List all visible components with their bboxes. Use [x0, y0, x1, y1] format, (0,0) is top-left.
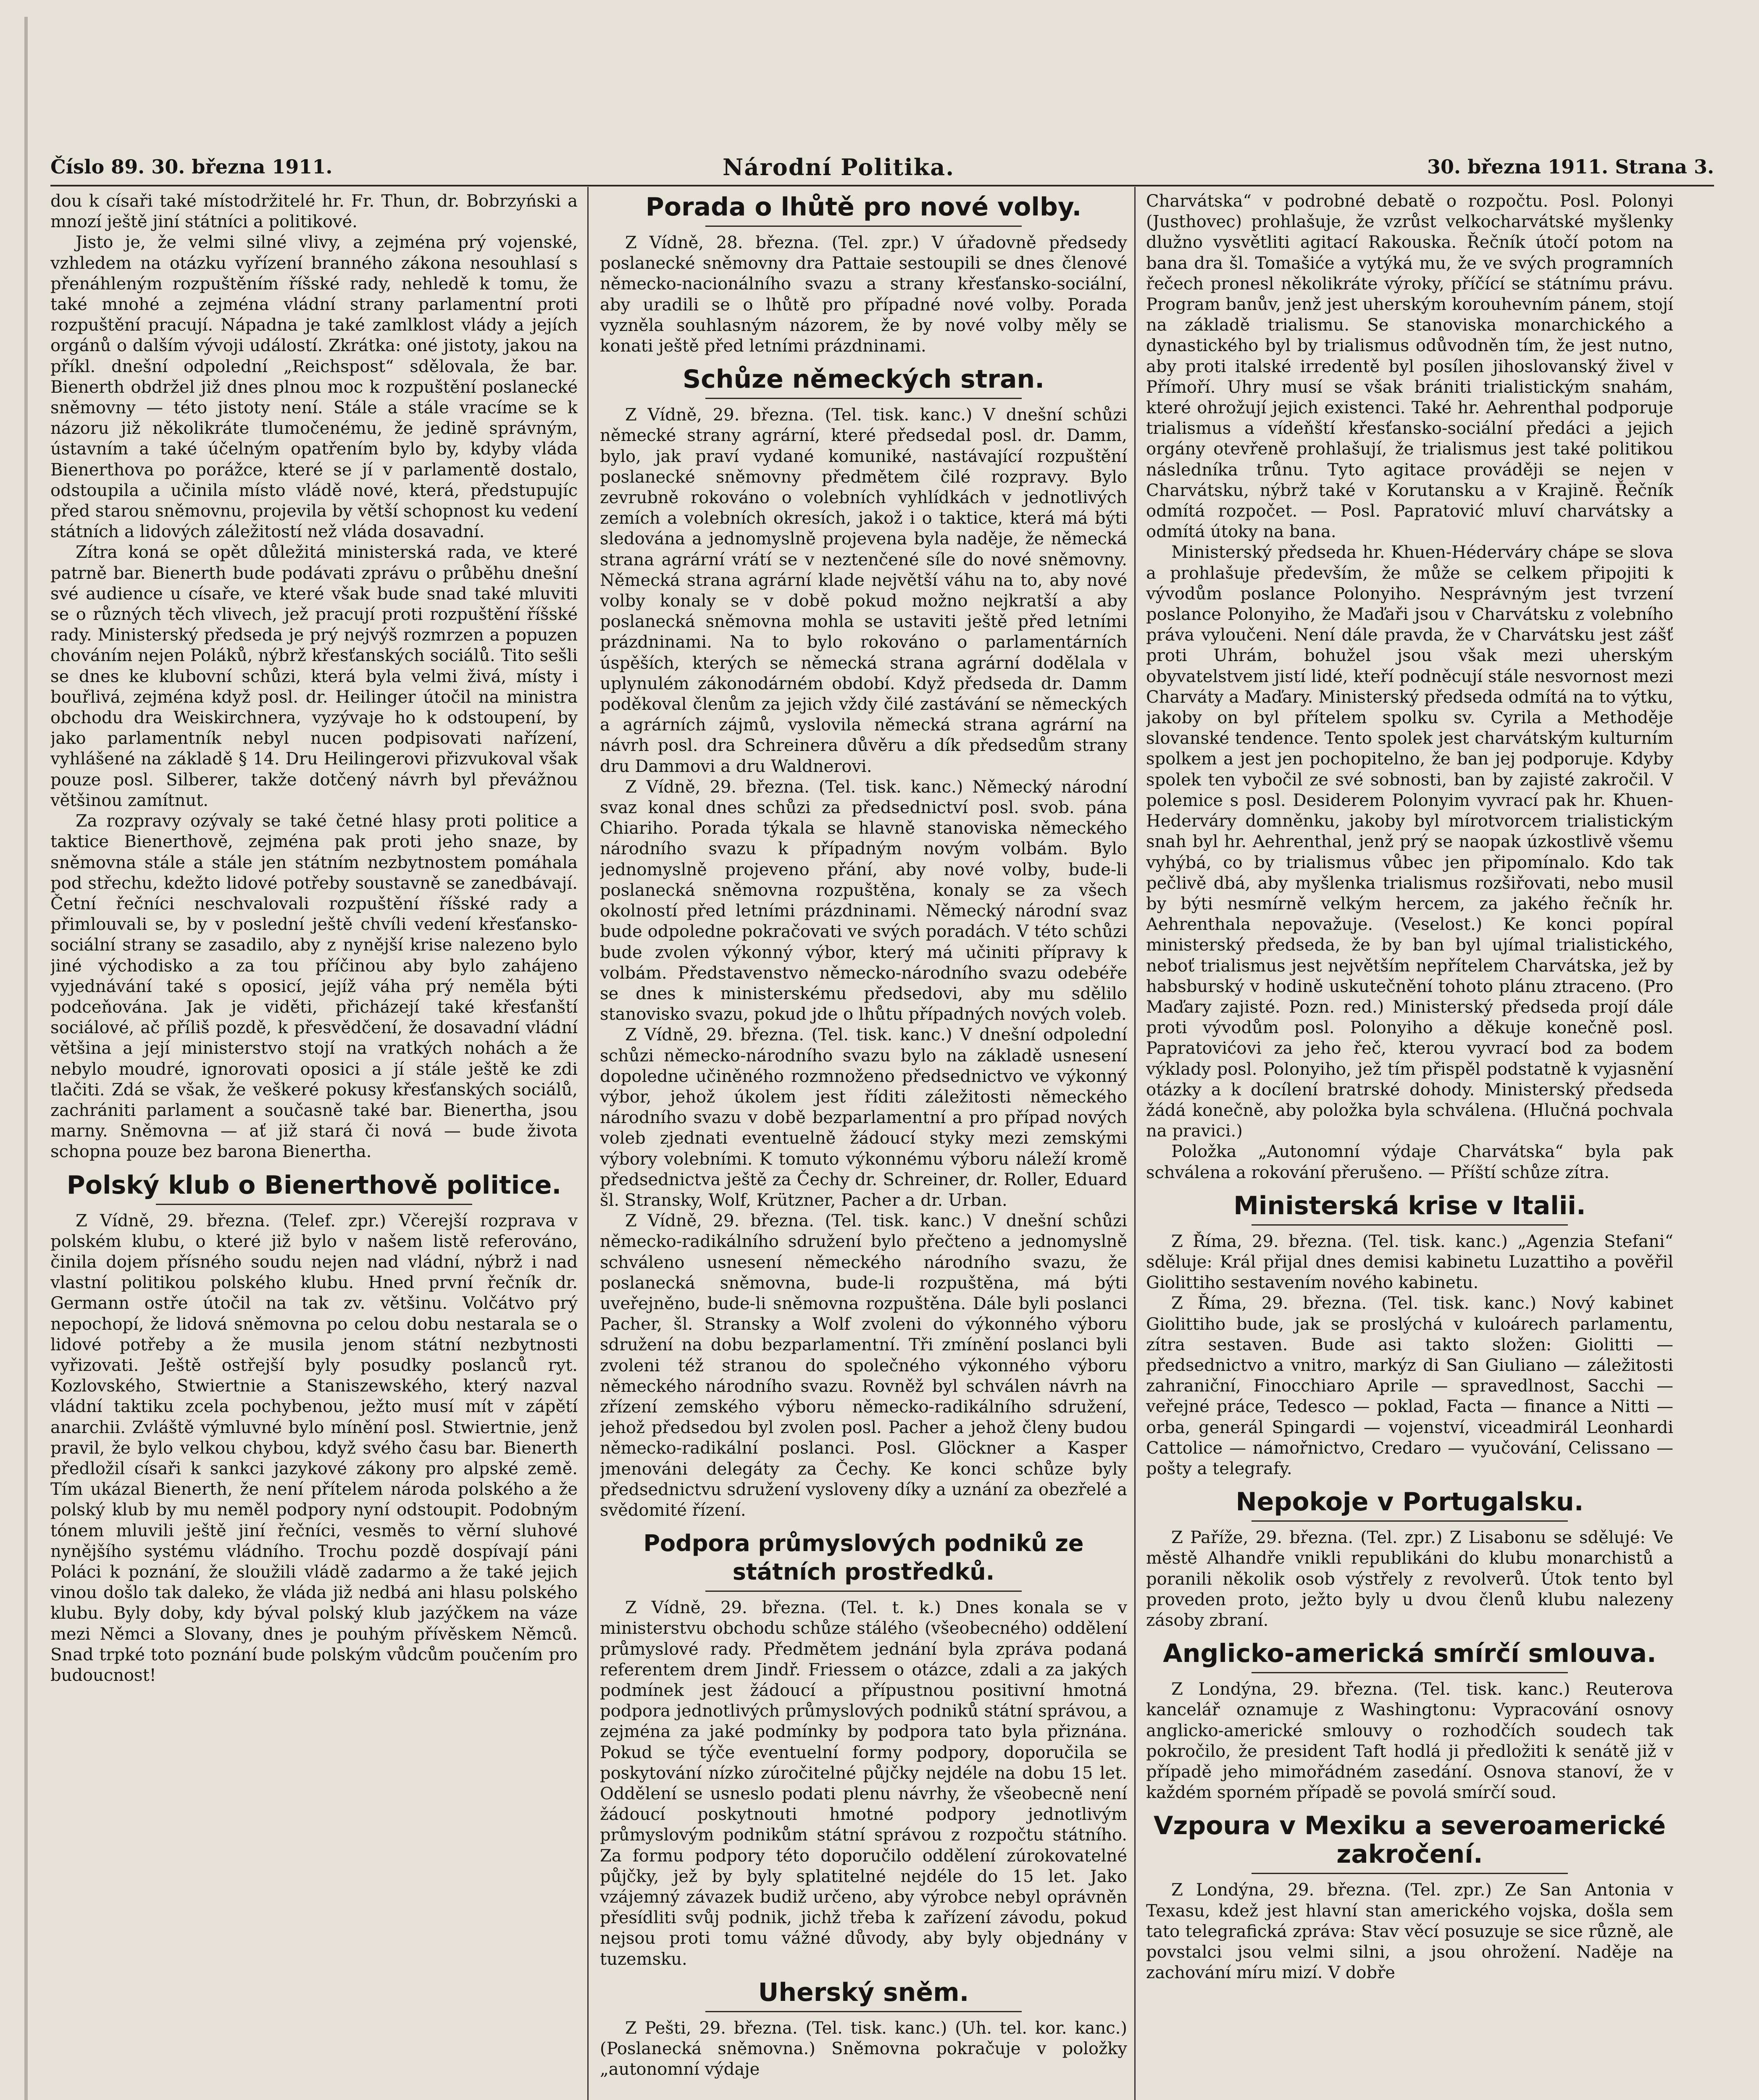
headline-arbitration-treaty: Anglicko-americká smírčí smlouva. [1163, 1639, 1656, 1669]
header-masthead: Národní Politika. [723, 154, 955, 181]
headline-election-deadline: Porada o lhůtě pro nové volby. [645, 192, 1082, 222]
headline-hungarian-diet: Uherský sněm. [758, 1977, 969, 2007]
article-paragraph: Z Říma, 29. března. (Tel. tisk. kanc.) Nový kabinet Giolittiho bude, jak se proslýchá v kuloárech parlamentu, zítra sestaven. Bude asi takto složen: Giolitti — předsednictvo a vnitro, markýz di San Giuliano — záležitosti zahraniční, Finocchiaro Aprile — spravedlnost, Sacchi — veřejné práce, Tedesco — poklad, Facta — finance a Nitti — orba, generál Spingardi — vojenství, viceadmirál Leonhardi Cattolice — námořnictvo, Credaro — vyučování, Celissano — pošty a telegrafy. [1146, 1294, 1673, 1478]
headline-rule [705, 2011, 1022, 2012]
article-paragraph: Z Vídně, 29. března. (Tel. t. k.) Dnes konala se v ministerstvu obchodu schůze stálého (všeobecného) oddělení průmyslové rady. Předmětem jednání byla zpráva podaná referentem drem Jindř. Friessem o otázce, zdali a za jakých podmínek jest žádoucí a přípustnou positivní hmotná podpora jednotlivých průmyslových podniků státní správou, a zejména za jaké podmínky by podpora tato byla přiznána. Pokud se týče eventuelní formy podpory, doporučila se poskytování nízko zúročitelné půjčky nejdéle na dobu 15 let. Oddělení se usneslo podati plenu návrhy, že všeobecně není žádoucí poskytnouti hmotné podpory jednotlivým průmyslovým podnikům státní správou z rozpočtu státního. Za formu podpory této doporučilo oddělení zúrokovatelné půjčky, jež by byly splatitelné nejdéle do 15 let. Jako vzájemný závazek budiž určeno, aby výrobce nebyl oprávněn přesídliti svůj podnik, jichž třeba k zařízení závodu, pokud nejsou proti tomu vážné důvody, aby byly objednány v tuzemsku. [600, 1598, 1127, 1969]
headline-italy-crisis: Ministerská krise v Italii. [1233, 1191, 1586, 1221]
article-paragraph: Z Vídně, 29. března. (Tel. tisk. kanc.) V dnešní odpolední schůzi německo-národního svazu bylo na základě usnesení dopoledne učiněného rozmnoženo předsednictvo ve výkonný výbor, jehož úkolem jest říditi záležitosti německého národního svazu v době bezparlamentní a pro případ nových voleb zjednati eventuelně žádoucí styky mezi zemskými výbory volebními. K tomuto výkonnému výboru náleží kromě předsednictva ještě za Čechy dr. Schreiner, dr. Roller, Eduard šl. Stransky, Wolf, Krützner, Pacher a dr. Urban. [600, 1025, 1127, 1210]
article-continuation: dou k císaři také místodržitelé hr. Fr. Thun, dr. Bobrzyński a mnozí ještě jiní státníci a politikové. [50, 192, 578, 232]
article-paragraph: Z Londýna, 29. března. (Tel. tisk. kanc.) Reuterova kancelář oznamuje z Washingtonu: Vypracování osnovy anglicko-americké smlouvy o rozhodčích soudech tak pokročilo, že president Taft hodlá ji předložiti k senátě již v případě jeho mimořádném zasedání. Osnova stanoví, že v každém sporném případě se povolá smírčí soud. [1146, 1680, 1673, 1803]
article-paragraph: Z Londýna, 29. března. (Tel. zpr.) Ze San Antonia v Texasu, kdež jest hlavní stan amerického vojska, došla sem tato telegrafická zpráva: Stav věcí posuzuje se sice různě, ale povstalci jsou velmi silni, a jsou ohrožení. Naděje na zachování míru mizí. V dobře [1146, 1880, 1673, 1983]
headline-rule [1252, 1672, 1568, 1673]
article-paragraph: Z Říma, 29. března. (Tel. tisk. kanc.) „Agenzia Stefani“ sděluje: Král přijal dnes demisi kabinetu Luzattiho a pověřil Giolittiho sestavením nového kabinetu. [1146, 1231, 1673, 1293]
article-paragraph: Z Vídně, 29. března. (Tel. tisk. kanc.) V dnešní schůzi německé strany agrární, které předsedal posl. dr. Damm, bylo, jak praví vydané komuniké, nastávající rozpuštění poslanecké sněmovny předmětem čilé rozpravy. Bylo zevrubně rokováno o volebních vyhlídkách v jednotlivých zemích a volebních okresích, jakož i o taktice, která má býti sledována a jednomyslně projevena byla naděje, že německá strana agrární vrátí se v neztenčené síle do nové sněmovny. Německá strana agrární klade největší váhu na to, aby nové volby konaly se v době pokud možno nejkratší a aby poslanecká sněmovna mohla se ustaviti ještě před letními prázdninami. Na to bylo rokováno o parlamentárních úspěších, kterých se německá strana agrární dodělala v uplynulém zákonodárném období. Když předseda dr. Damm poděkoval členům za jejich vždy čilé zastávání se německých a agrárních zájmů, vyslovila německá strana agrární na návrh posl. dra Schreinera důvěru a dík předsedům strany dru Dammovi a dru Waldnerovi. [600, 405, 1127, 776]
column-1 [50, 191, 578, 2100]
headline-industry-support: Podpora průmyslových podniků ze státních prostředků. [643, 1530, 1084, 1586]
column-divider-2 [1134, 187, 1136, 2100]
headline-rule [1252, 1224, 1568, 1226]
scan-edge-mark [24, 17, 28, 2100]
header-issue: Číslo 89. 30. března 1911. [50, 155, 333, 178]
column-3 [1146, 191, 1673, 2100]
article-continuation: Charvátska“ v podrobné debatě o rozpočtu. Posl. Polonyi (Justhovec) prohlašuje, že vzrůst velkocharvátské myšlenky dlužno vysvětliti agitací Rakouska. Řečník útočí potom na bana dra šl. Tomašiće a vytýká mu, že ve svých programních řečech pronesl několikráte výroky, příčící se státnímu právu. Program banův, jenž jest uherským korouhevním pánem, stojí na základě trialismu. Se stanoviska monarchického a dynastického byl by trialismus odůvodněn tím, že jest nutno, aby proti italské irredentě byl posílen jihoslovanský živel v Přímoří. Uhry musí se však brániti trialistickým snahám, které ohrožují jejich existenci. Také hr. Aehrenthal podporuje trialismus a vídeňští křesťansko-sociální předáci a jejich orgány otevřeně prohlašují, že trialismus jest také politikou následníka trůnu. Tyto agitace prováději se nejen v Charvátsku, nýbrž také v Korutansku a v Krajině. Řečník odmítá rozpočet. — Posl. Papratović mluví charvátsky a odmítá útoky na bana. [1146, 192, 1673, 542]
article-paragraph: Z Vídně, 29. března. (Telef. zpr.) Včerejší rozprava v polském klubu, o které již bylo v našem listě referováno, činila dojem přísného soudu nejen nad vládní, nýbrž i nad vlastní politikou polského klubu. Hned první řečník dr. Germann ostře útočil na tak zv. většinu. Volčátvo prý nepochopí, že lidová sněmovna po celou dobu nestarala se o lidové potřeby a že musila jenom státní nezbytnosti vyřizovati. Ještě ostřejší byly posudky poslanců ryt. Kozlovského, Stwiertnie a Staniszewského, který nazval vládní taktiku zcela pochybenou, ježto musí mít v zápětí anarchii. Zvláště výmluvné bylo mínění posl. Stwiertnie, jenž pravil, že bylo velkou chybou, když svého času bar. Bienerth předložil císaři k sankci jazykové zákony pro alpské země. Tím ukázal Bienerth, že není přítelem národa polského a že polský klub by mu neměl podpory nyní odstoupit. Podobným tónem mluvili ještě jiní řečníci, vesměs to věrní sluhové nynějšího systému vládního. Trochu pozdě dospívají páni Poláci k poznání, že sloužili vládě zadarmo a že také jejich vinou došlo tak daleko, že vláda již nedbá ani hlasu polského klubu. Byly doby, kdy býval polský klub jazýčkem na váze mezi Němci a Slovany, dnes je pouhým přívěskem Němců. Snad trpké toto poznání bude polským vůdcům poučením pro budoucnost! [50, 1211, 578, 1685]
headline-polish-club: Polský klub o Bienerthově politice. [66, 1170, 562, 1200]
header-date-page: 30. března 1911. Strana 3. [1427, 155, 1714, 178]
article-paragraph: Z Vídně, 29. března. (Tel. tisk. kanc.) Německý národní svaz konal dnes schůzi za předsednictví posl. svob. pána Chiariho. Porada týkala se hlavně stanoviska německého národního svazu k případným novým volbám. Bylo jednomyslně projeveno přání, aby nové volby, bude-li poslanecká sněmovna rozpuštěna, konaly se za všech okolností před letními prázdninami. Německý národní svaz bude odpoledne pokračovati ve svých poradách. V této schůzi bude zvolen výkonný výbor, který má učiniti přípravy k volbám. Představenstvo německo-národního svazu odebéře se dnes k ministerskému předsedovi, aby mu sdělilo stanovisko svazu, pokud jde o lhůtu případných nových voleb. [600, 777, 1127, 1024]
headline-mexico-revolt: Vzpoura v Mexiku a severoamerické zakročení. [1153, 1811, 1666, 1869]
headline-rule [1252, 1873, 1568, 1874]
article-paragraph: Z Paříže, 29. března. (Tel. zpr.) Z Lisabonu se sdělujé: Ve městě Alhandře vnikli republikáni do klubu monarchistů a poranili několik osob výstřely z revolverů. Útok tento byl proveden proto, ježto byly u dvou členů klubu nalezeny zásoby zbraní. [1146, 1528, 1673, 1630]
article-paragraph: Zítra koná se opět důležitá ministerská rada, ve které patrně bar. Bienerth bude podávati zprávu o průběhu dnešní své audience u císaře, ve které však bude snad také mluviti se o různých těch vlivech, jež pracují proti rozpuštění říšské rady. Ministerský předseda je prý nejvýš rozmrzen a popuzen chováním nejen Poláků, nýbrž křesťanských sociálů. Tito sešli se dnes ke klubovní schůzi, která byla velmi živá, místy i bouřlivá, zejména když posl. dr. Heilinger útočil na ministra obchodu dra Weiskirchnera, vyzývaje ho k odstoupení, by jako parlamentník nebyl nucen podpisovati nařízení, vyhlášené na základě § 14. Dru Heilingerovi přizvukoval však pouze posl. Silberer, takže dotčený návrh byl převážnou většinou zamítnut. [50, 543, 578, 810]
headline-german-parties: Schůze německých stran. [682, 365, 1045, 394]
header-rule [50, 185, 1714, 186]
article-paragraph: Položka „Autonomní výdaje Charvátska“ byla pak schválena a rokování přerušeno. — Příští schůze zítra. [1146, 1142, 1673, 1182]
headline-portugal-unrest: Nepokoje v Portugalsku. [1236, 1487, 1584, 1517]
page-header [50, 155, 1714, 181]
article-paragraph: Ministerský předseda hr. Khuen-Héderváry chápe se slova a prohlašuje především, že může se celkem připojiti k vývodům poslance Polonyiho. Nesprávným jest tvrzení poslance Polonyiho, že Maďaři jsou v Charvátsku z volebního práva vyloučeni. Není dále pravda, že v Charvátsku jest zášť proti Uhrám, bohužel jsou však mezi uherským obyvatelstvem jistí lidé, kteří podněcují stále nesvornost mezi Charváty a Maďary. Ministerský předseda odmítá na to výtku, jakoby on byl přítelem spolku sv. Cyrila a Methoděje slovanské tendence. Tento spolek jest charvátským kulturním spolkem a jest jen pochopitelno, že ban jej podporuje. Kdyby spolek ten vybočil ze své sobnosti, ban by zajisté zakročil. V polemice s posl. Desiderem Polonyim vyvrací pak hr. Khuen-Hederváry domněnku, jakoby byl mírotvorcem trialistickým snah byl hr. Aehrenthal, jenž prý se naopak úzkostlivě všemu vyhýbá, co by trialismus vůbec jen připomínalo. Kdo tak pečlivě dbá, aby myšlenka trialismus rozšiřovati, nebo musil by býti nesmírně velkým hercem, za jakého řečník hr. Aehrenthala nepovažuje. (Veselost.) Ke konci popíral ministerský předseda, že by ban byl ujímal trialistického, neboť trialismus jest největším nepřítelem Charvátska, jež by habsburský v hodině uskutečnění tohoto plánu ztraceno. (Pro Maďary zajisté. Pozn. red.) Ministerský předseda projí dále proti vývodům posl. Polonyiho a děkuje konečně posl. Papratovićovi za jeho řeč, kterou vyvrací bod za bodem výklady posl. Polonyiho, jež tím přispěl podstatně k vyjasnění otázky a k docílení bratrské dohody. Ministerský předseda žádá konečně, aby položka byla schválena. (Hlučná pochvala na pravici.) [1146, 543, 1673, 1141]
column-divider-1 [587, 187, 589, 2100]
headline-rule [705, 226, 1022, 227]
article-paragraph: Jisto je, že velmi silné vlivy, a zejména prý vojenské, vzhledem na otázku vyřízení branného zákona nesouhlasí s přenáhleným rozpuštěním říšské rady, nehledě k tomu, že také mnohé a zejména vládní strany parlamentní proti rozpuštění pracují. Nápadna je také zamlklost vlády a jejích orgánů o dalším vývoji událostí. Zkrátka: oné jistoty, jakou na příkl. dnešní odpolední „Reichspost“ sdělovala, že bar. Bienerth obdržel již dnes plnou moc k rozpuštění poslanecké sněmovny — této jistoty není. Stále a stále vracíme se k názoru již několikráte tlumočenému, že jedině správným, ústavním a také účelným opatřením bylo by, kdyby vláda Bienerthova po porážce, které se jí v parlamentě dostalo, odstoupila a učinila místo vládě nové, která, předstupujíc před starou sněmovnu, projevila by větší schopnost ku vedení státních a lidových záležitostí než vláda dosavadní. [50, 233, 578, 542]
headline-rule [705, 1591, 1022, 1592]
headline-rule [156, 1204, 472, 1205]
article-paragraph: Z Pešti, 29. března. (Tel. tisk. kanc.) (Uh. tel. kor. kanc.) (Poslanecká sněmovna.) Sněmovna pokračuje v položky „autonomní výdaje [600, 2018, 1127, 2079]
headline-rule [705, 398, 1022, 399]
headline-rule [1252, 1520, 1568, 1522]
article-paragraph: Za rozpravy ozývaly se také četné hlasy proti politice a taktice Bienerthově, zejména pak proti jeho snaze, by sněmovna stále a stále jen státním nezbytnostem pomáhala pod střechu, kdežto lidové potřeby soustavně se zanedbávají. Četní řečníci neschvalovali rozpuštění říšské rady a přimlouvali se, by v poslední ještě chvíli vedení křesťansko-sociální strany se zasadilo, aby z nynější krise nalezeno bylo jiné východisko a za tou příčinou aby bylo zahájeno vyjednávání také s oposicí, jejíž váha prý neměla býti podceňována. Jak je viděti, přicházejí také křesťanští sociálové, ač příliš pozdě, k přesvědčení, že dosavadní vládní většina a její ministerstvo stojí na vratkých nohách a že nebylo moudré, ignorovati oposici a jí stále ještě ke zdi tlačiti. Zdá se však, že veškeré pokusy křesťanských sociálů, zachrániti parlament a současně také bar. Bienertha, jsou marny. Sněmovna — ať již stará či nová — bude života schopna pouze bez barona Bienertha. [50, 811, 578, 1162]
article-paragraph: Z Vídně, 28. března. (Tel. zpr.) V úřadovně předsedy poslanecké sněmovny dra Pattaie sestoupili se dnes členové německo-nacionálního svazu a strany křesťansko-sociální, aby uradili se o lhůtě pro případné nové volby. Porada vyzněla souhlasným názorem, že by nové volby měly se konati ještě před letními prázdninami. [600, 233, 1127, 356]
article-paragraph: Z Vídně, 29. března. (Tel. tisk. kanc.) V dnešní schůzi německo-radikálního sdružení bylo přečteno a jednomyslně schváleno usnesení německého národního svazu, že poslanecká sněmovna, bude-li rozpuštěna, má býti uveřejněno, bude-li sněmovna rozpuštěna. Dále byli poslanci Pacher, šl. Stransky a Wolf zvoleni do výkonného výboru sdružení na dobu bezparlamentní. Tři zmínění poslanci byli zvoleni též stranou do společného výkonného výboru německého národního svazu. Rovněž byl schválen návrh na zřízení zemského výboru německo-radikálního sdružení, jehož předsedou byl zvolen posl. Pacher a jehož členy budou německo-radikální poslanci. Posl. Glöckner a Kasper jmenováni delegáty za Čechy. Ke konci schůze byly předsednictvu sdružení vysloveny díky a uznání za obezřelé a svědomité řízení. [600, 1211, 1127, 1520]
column-2 [600, 191, 1127, 2100]
